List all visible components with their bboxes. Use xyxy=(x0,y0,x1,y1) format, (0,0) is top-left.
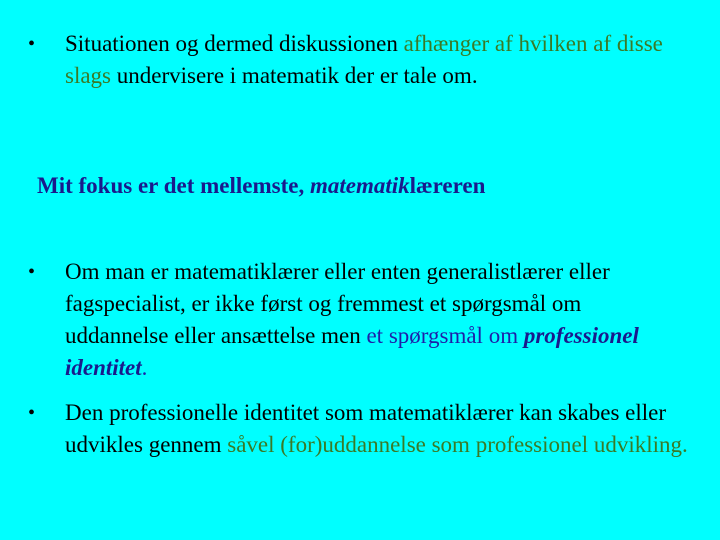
bullet2-text-part1: Om man er matematiklærer eller enten generalistlærer eller fagspecialist, er ikke først og fremmest et spørgsmål om uddannelse eller ansættelse men xyxy=(65,259,610,348)
bullet-item-3 xyxy=(28,397,688,461)
bullet1-text-part1: Situationen og dermed diskussionen xyxy=(65,31,404,56)
heading-part3: læreren xyxy=(409,173,486,198)
bullet3-text-highlight: såvel (for)uddannelse som professionel udvikling xyxy=(227,432,683,457)
bullet2-text-blue: et spørgsmål om xyxy=(366,323,524,348)
bullet-item-2 xyxy=(28,256,688,384)
bullet3-text-part1: Den professionelle identitet som matematiklærer kan skabes eller udvikles gennem xyxy=(65,400,667,457)
heading-part1: Mit fokus er det mellemste, xyxy=(37,173,310,198)
bullet-text-3 xyxy=(65,397,688,461)
bullet-marker: • xyxy=(28,402,36,424)
bullet-marker: • xyxy=(28,33,36,55)
bullet-item-1 xyxy=(28,28,688,92)
bullet-text-1 xyxy=(65,28,688,92)
bullet2-text-emphasis: professionel identitet xyxy=(65,323,639,380)
bullet3-text-period: . xyxy=(682,432,688,457)
bullet1-text-part3: undervisere i matematik der er tale om. xyxy=(111,63,478,88)
heading-italic: matematik xyxy=(309,173,410,198)
bullet1-text-highlight: afhænger af hvilken af disse slags xyxy=(65,31,663,88)
bullet-marker: • xyxy=(28,261,36,283)
bullet2-text-period: . xyxy=(141,355,148,380)
focus-heading xyxy=(37,173,485,199)
bullet-text-2 xyxy=(65,256,688,384)
